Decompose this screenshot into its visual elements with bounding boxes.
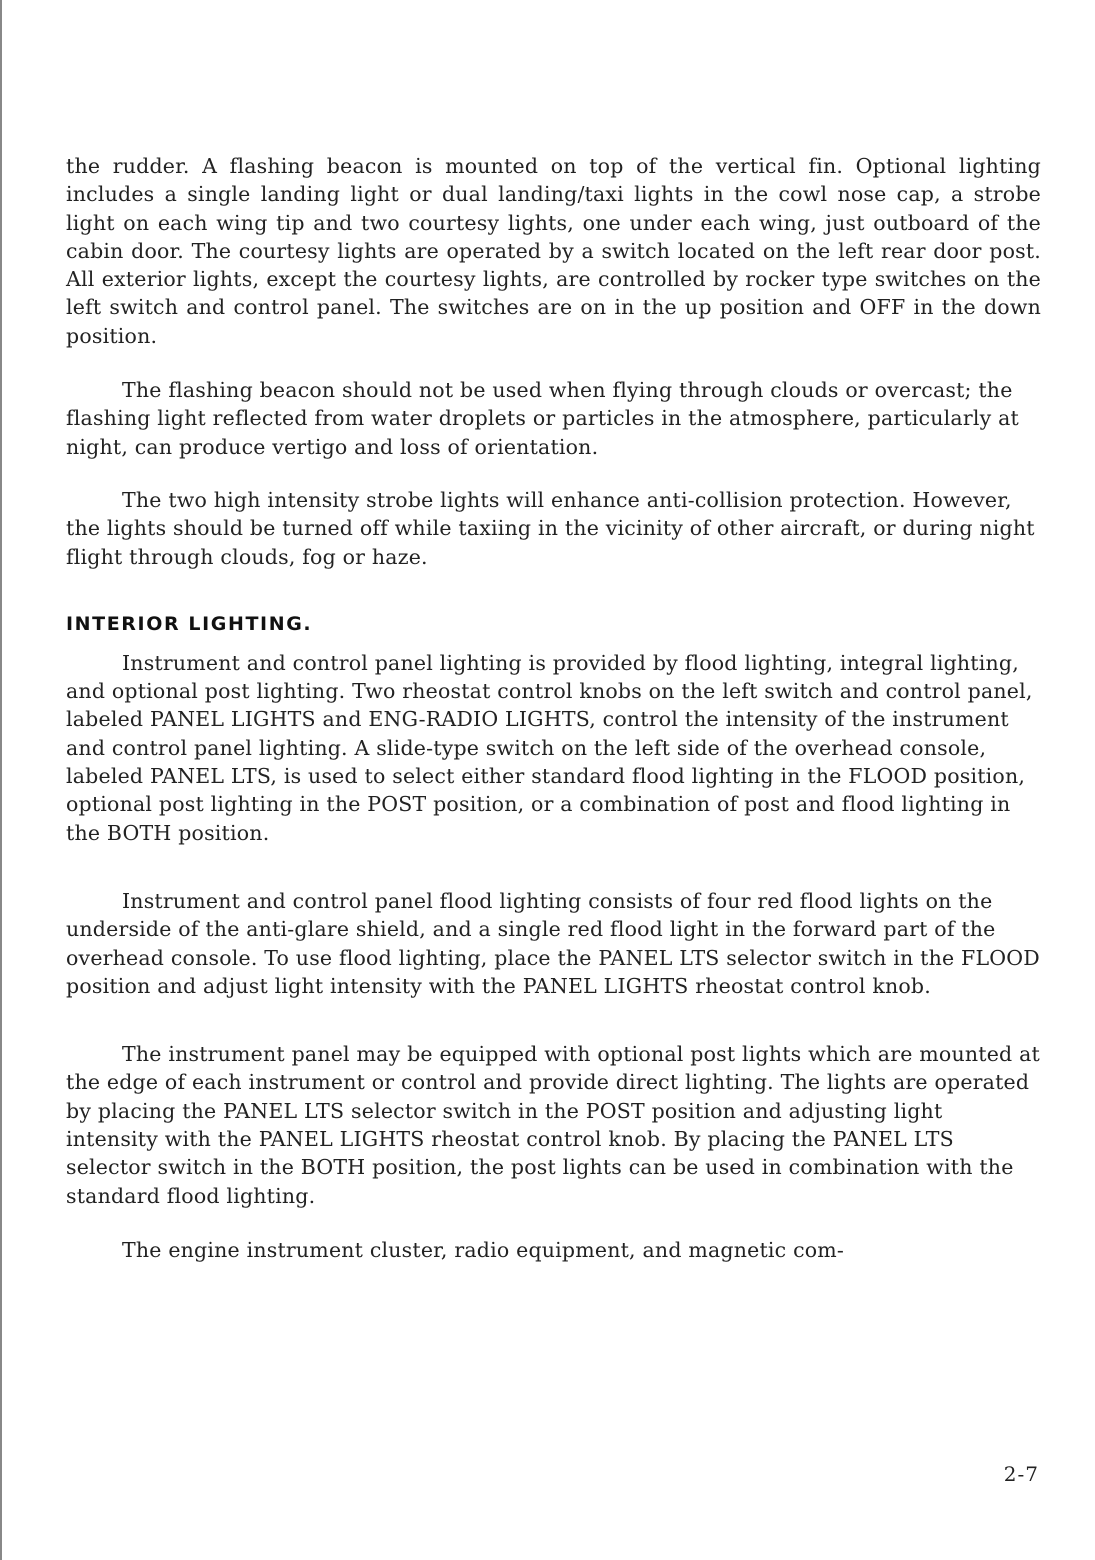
page-edge [0,0,2,1560]
paragraph-panel-lighting: Instrument and control panel lighting is provided by flood lighting, integral lighting, and optional post lighting. Two rheostat control knobs on the left switch and control panel, labeled PANEL LIGHTS and ENG-RADIO LIGHTS, control the intensity of the instrument and control panel lighting. A slide-type switch on the left side of the overhead console, labeled PANEL LTS, is used to select either standard flood lighting in the FLOOD position, optional post lighting in the POST position, or a combination of post and flood lighting in the BOTH position. [66,650,1033,845]
paragraph-strobe-lights: The two high intensity strobe lights will enhance anti-collision protection. However, the lights should be turned off while taxiing in the vicinity of other aircraft, or during night flight through clouds, fog or haze. [66,487,1035,569]
paragraph-engine-instruments: The engine instrument cluster, radio equipment, and magnetic com- [122,1237,845,1262]
section-heading: INTERIOR LIGHTING. [66,612,313,635]
paragraph-beacon-warning: The flashing beacon should not be used when flying through clouds or overcast; the flashing light reflected from water droplets or particles in the atmosphere, particularly at night, can produce vertigo and loss of orientation. [66,378,1019,459]
page-number: 2-7 [1003,1462,1039,1486]
paragraph-post-lights: The instrument panel may be equipped with optional post lights which are mounted at the edge of each instrument or control and provide direct lighting. The lights are operated by placing the PANEL LTS selector switch in the POST position and adjusting light intensity with the PANEL LIGHTS rheostat control knob. By placing the PANEL LTS selector switch in the BOTH position, the post lights can be used in combination with the standard flood lighting. [66,1042,1040,1208]
paragraph-flood-lighting: Instrument and control panel flood lighting consists of four red flood lights on the underside of the anti-glare shield, and a single red flood light in the forward part of the overhead console. To use flood lighting, place the PANEL LTS selector switch in the FLOOD position and adjust light intensity with the PANEL LIGHTS rheostat control knob. [66,888,1040,998]
document-body [66,152,1041,1264]
paragraph-exterior-lights: the rudder. A flashing beacon is mounted on top of the vertical fin. Optional lighting includes a single landing light or dual landing/taxi lights in the cowl nose cap, a strobe light on each wing tip and two courtesy lights, one under each wing, just outboard of the cabin door. The courtesy lights are operated by a switch located on the left rear door post. All exterior lights, except the courtesy lights, are controlled by rocker type switches on the left switch and control panel. The switches are on in the up position and OFF in the down position. [66,154,1041,348]
